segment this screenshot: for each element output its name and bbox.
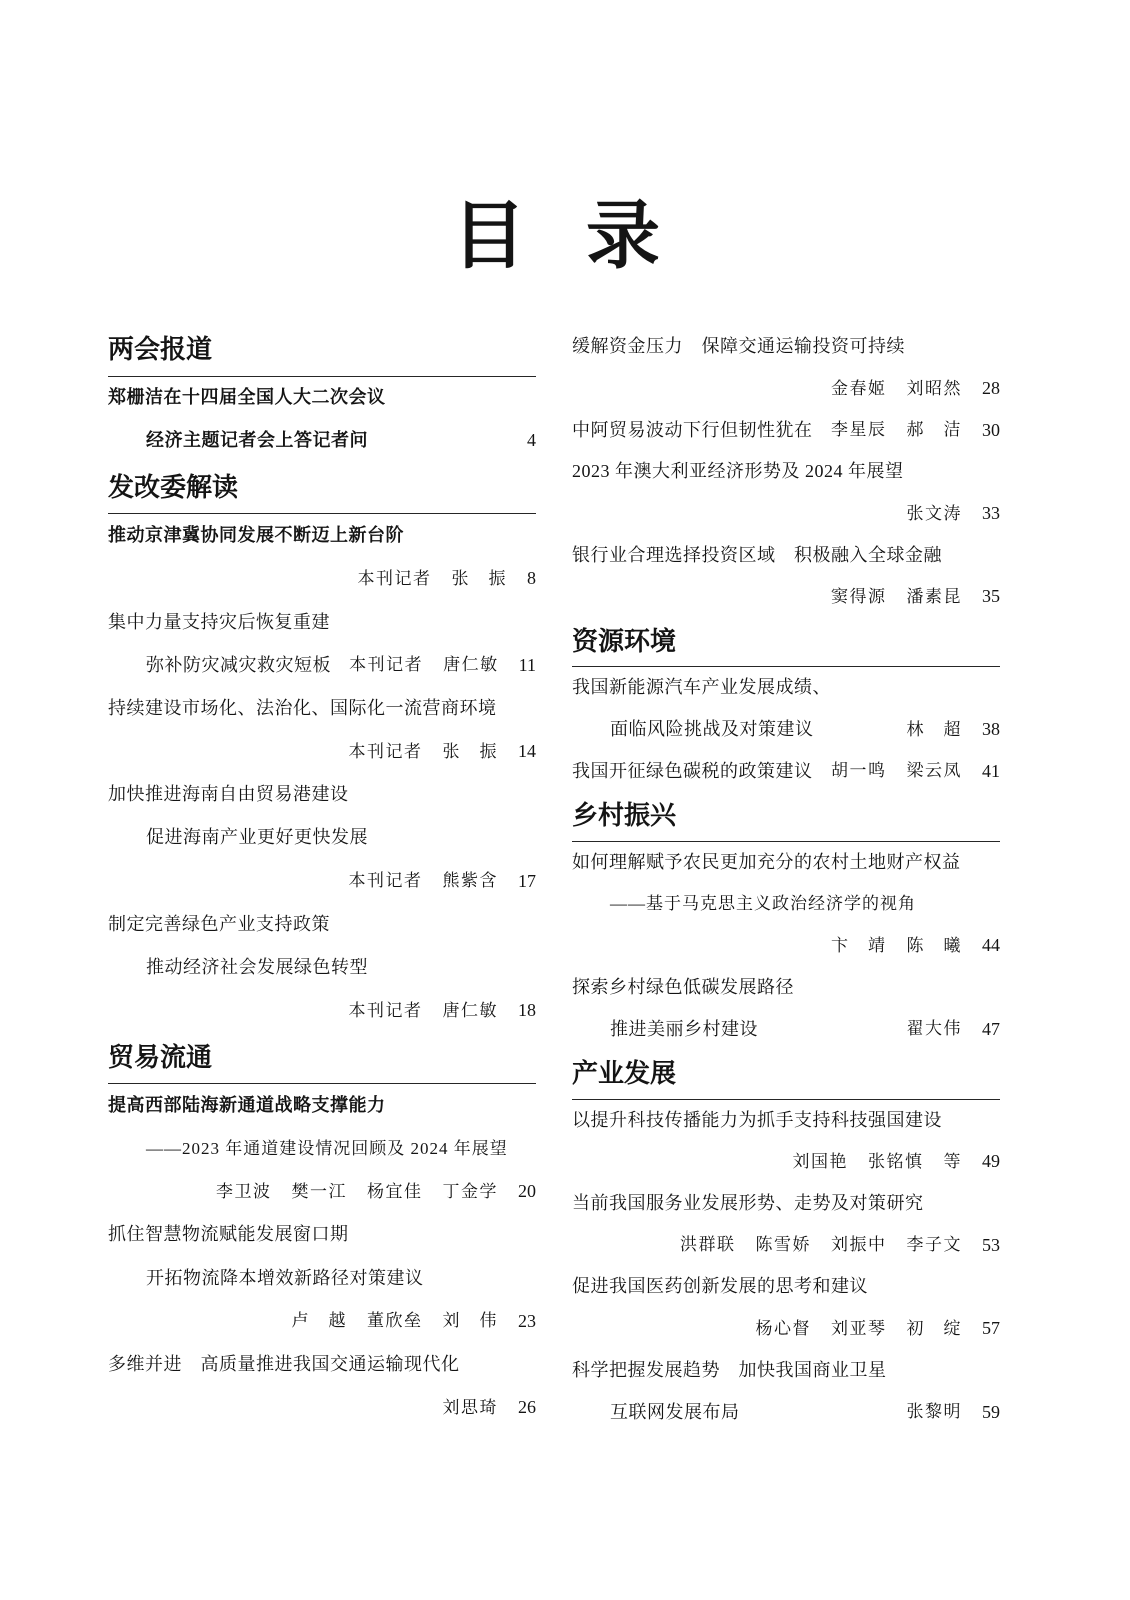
toc-entry-title: 2023 年澳大利亚经济形势及 2024 年展望 bbox=[572, 461, 904, 482]
toc-entry-row bbox=[572, 368, 1000, 410]
toc-entry-title: 我国开征绿色碳税的政策建议 bbox=[572, 760, 813, 781]
page-number: 57 bbox=[982, 1318, 1000, 1339]
toc-entry-row bbox=[572, 1391, 1000, 1433]
page-number: 33 bbox=[982, 502, 1000, 523]
toc-entry-authors bbox=[349, 742, 499, 762]
toc-entry-title: 当前我国服务业发展形势、走势及对策研究 bbox=[572, 1193, 924, 1214]
page-number: 11 bbox=[518, 654, 536, 675]
toc-entry-title: 抓住智慧物流赋能发展窗口期 bbox=[108, 1224, 349, 1245]
toc-entry-authors bbox=[907, 1019, 963, 1039]
toc-entry bbox=[108, 1343, 536, 1429]
author-name: 卢 越 bbox=[291, 1311, 347, 1331]
toc-entry-title: 集中力量支持灾后恢复重建 bbox=[108, 611, 330, 632]
page-number: 49 bbox=[982, 1151, 1000, 1172]
toc-entry bbox=[572, 751, 1000, 793]
author-name: 张 振 bbox=[442, 741, 498, 761]
author-name: 刘振中 bbox=[831, 1235, 887, 1255]
author-name: 翟大伟 bbox=[906, 1019, 962, 1039]
toc-entry-title: 加快推进海南自由贸易港建设 bbox=[108, 784, 349, 805]
toc-entry-title: 银行业合理选择投资区域 积极融入全球金融 bbox=[572, 544, 942, 565]
toc-entry-row bbox=[572, 967, 1000, 1009]
author-name: 林 超 bbox=[906, 719, 962, 739]
toc-entry-authors bbox=[831, 936, 962, 956]
toc-entry-title: 开拓物流降本增效新路径对策建议 bbox=[146, 1267, 424, 1288]
section-heading: 乡村振兴 bbox=[572, 792, 1000, 841]
toc-entry bbox=[572, 842, 1000, 967]
author-name: 本刊记者 bbox=[348, 741, 423, 761]
author-name: 张黎明 bbox=[906, 1402, 962, 1422]
toc-entry-row bbox=[572, 1308, 1000, 1350]
author-name: 本刊记者 bbox=[357, 568, 432, 588]
toc-entry-authors bbox=[907, 504, 963, 524]
toc-entry-subtitle: ——2023 年通道建设情况回顾及 2024 年展望 bbox=[146, 1138, 508, 1158]
toc-entry-row bbox=[572, 576, 1000, 618]
section-heading: 贸易流通 bbox=[108, 1033, 536, 1085]
page-number: 28 bbox=[982, 377, 1000, 398]
toc-entry bbox=[108, 1214, 536, 1344]
author-name: 洪群联 bbox=[680, 1235, 736, 1255]
toc-entry bbox=[572, 326, 1000, 409]
toc-entry-authors bbox=[680, 1235, 962, 1255]
section-heading: 资源环境 bbox=[572, 618, 1000, 667]
toc-entry-title: 缓解资金压力 保障交通运输投资可持续 bbox=[572, 336, 905, 357]
toc-entry-row bbox=[572, 667, 1000, 709]
page-number: 41 bbox=[982, 760, 1000, 781]
toc-entry bbox=[572, 1350, 1000, 1433]
toc-entry bbox=[572, 451, 1000, 534]
author-name: 刘 伟 bbox=[442, 1311, 498, 1331]
page-number: 47 bbox=[982, 1018, 1000, 1039]
page-number: 17 bbox=[518, 870, 536, 891]
toc-entry-row bbox=[572, 751, 1000, 793]
toc-entry bbox=[108, 514, 536, 600]
toc-entry-title: 促进我国医药创新发展的思考和建议 bbox=[572, 1276, 868, 1297]
toc-entry-title: 如何理解赋予农民更加充分的农村土地财产权益 bbox=[572, 851, 961, 872]
author-name: 卞 靖 bbox=[831, 935, 887, 955]
author-name: 等 bbox=[943, 1152, 962, 1171]
toc-entry bbox=[108, 377, 536, 463]
toc-entry-row bbox=[108, 946, 536, 989]
toc-entry-row bbox=[108, 989, 536, 1032]
author-name: 李子文 bbox=[906, 1235, 962, 1255]
author-name: 杨宜佳 bbox=[367, 1181, 423, 1201]
toc-entry-row bbox=[572, 1225, 1000, 1267]
toc-entry-row bbox=[108, 774, 536, 817]
toc-entry-title: 经济主题记者会上答记者问 bbox=[146, 430, 368, 451]
toc-entry-title: 以提升科技传播能力为抓手支持科技强国建设 bbox=[572, 1109, 942, 1130]
toc-entry-row bbox=[572, 326, 1000, 368]
toc-entry-row bbox=[572, 1100, 1000, 1142]
toc-entry-row bbox=[108, 1386, 536, 1429]
toc-entry-authors bbox=[292, 1311, 499, 1331]
author-name: 初 绽 bbox=[906, 1318, 962, 1338]
page-title bbox=[452, 193, 660, 279]
author-name: 刘昭然 bbox=[906, 378, 962, 398]
author-name: 本刊记者 bbox=[349, 655, 424, 675]
page-number: 8 bbox=[527, 568, 536, 589]
toc-entry bbox=[108, 601, 536, 687]
toc-entry bbox=[108, 774, 536, 904]
toc-entry-title: 郑栅洁在十四届全国人大二次会议 bbox=[108, 387, 386, 408]
toc-entry-title: 探索乡村绿色低碳发展路径 bbox=[572, 976, 794, 997]
toc-entry-row bbox=[572, 884, 1000, 926]
toc-entry-authors bbox=[831, 587, 962, 607]
toc-entry-row bbox=[572, 925, 1000, 967]
toc-entry-row bbox=[108, 1343, 536, 1386]
toc-entry-row bbox=[108, 1171, 536, 1214]
toc-entry-row bbox=[572, 709, 1000, 751]
author-name: 陈 曦 bbox=[906, 935, 962, 955]
toc-entry-title: 促进海南产业更好更快发展 bbox=[146, 827, 368, 848]
toc-entry bbox=[572, 667, 1000, 750]
toc-entry-title: 制定完善绿色产业支持政策 bbox=[108, 913, 330, 934]
author-name: 丁金学 bbox=[442, 1181, 498, 1201]
page-number: 53 bbox=[982, 1234, 1000, 1255]
toc-entry-authors bbox=[756, 1319, 963, 1339]
toc-entry-row bbox=[108, 644, 536, 687]
section-heading: 两会报道 bbox=[108, 325, 536, 377]
toc-entry-row bbox=[108, 860, 536, 903]
author-name: 刘国艳 bbox=[792, 1152, 848, 1171]
toc-entry bbox=[572, 535, 1000, 618]
toc-entry-row bbox=[108, 1214, 536, 1257]
toc-entry-authors bbox=[907, 1402, 963, 1422]
author-name: 金春姬 bbox=[831, 378, 887, 398]
author-name: 陈雪娇 bbox=[755, 1235, 811, 1255]
toc-entry bbox=[572, 1266, 1000, 1349]
toc-entry-title: 弥补防灾减灾救灾短板 bbox=[146, 654, 331, 675]
page-number: 26 bbox=[518, 1397, 536, 1418]
author-name: 樊一江 bbox=[291, 1181, 347, 1201]
page-number: 38 bbox=[982, 719, 1000, 740]
page-number: 18 bbox=[518, 1000, 536, 1021]
toc-entry bbox=[572, 1183, 1000, 1266]
title-char: 目 bbox=[452, 193, 526, 279]
toc-left-column bbox=[108, 325, 536, 1430]
toc-entry-title: 中阿贸易波动下行但韧性犹在 bbox=[572, 419, 813, 440]
author-name: 李卫波 bbox=[216, 1181, 272, 1201]
section-heading: 产业发展 bbox=[572, 1050, 1000, 1099]
toc-entry-authors bbox=[831, 420, 962, 440]
toc-entry-title: 多维并进 高质量推进我国交通运输现代化 bbox=[108, 1354, 460, 1375]
toc-entry-row bbox=[108, 1257, 536, 1300]
toc-entry-row bbox=[572, 1266, 1000, 1308]
author-name: 杨心督 bbox=[755, 1318, 811, 1338]
toc-entry-authors bbox=[349, 871, 499, 891]
section-heading: 发改委解读 bbox=[108, 463, 536, 515]
author-name: 梁云凤 bbox=[906, 761, 962, 781]
toc-entry-title: 提高西部陆海新通道战略支撑能力 bbox=[108, 1094, 386, 1115]
title-char: 录 bbox=[586, 193, 660, 279]
author-name: 李星辰 bbox=[831, 420, 887, 440]
toc-entry bbox=[572, 410, 1000, 452]
author-name: 胡一鸣 bbox=[831, 761, 887, 781]
author-name: 郝 洁 bbox=[906, 420, 962, 440]
author-name: 张 振 bbox=[451, 568, 507, 588]
toc-entry-authors bbox=[216, 1182, 498, 1202]
toc-entry-title: 持续建设市场化、法治化、国际化一流营商环境 bbox=[108, 697, 497, 718]
page-number: 23 bbox=[518, 1310, 536, 1331]
author-name: 本刊记者 bbox=[348, 1000, 423, 1020]
toc-entry-subtitle: ——基于马克思主义政治经济学的视角 bbox=[610, 894, 916, 914]
toc-entry-row bbox=[108, 1127, 536, 1170]
author-name: 唐仁敏 bbox=[443, 655, 499, 675]
toc-entry bbox=[108, 687, 536, 773]
toc-entry-row bbox=[572, 451, 1000, 493]
toc-entry-title: 推动经济社会发展绿色转型 bbox=[146, 957, 368, 978]
page-number: 14 bbox=[518, 741, 536, 762]
toc-entry bbox=[572, 1100, 1000, 1183]
toc-entry-row bbox=[572, 493, 1000, 535]
toc-entry-title: 科学把握发展趋势 加快我国商业卫星 bbox=[572, 1359, 887, 1380]
page-number: 20 bbox=[518, 1181, 536, 1202]
author-name: 本刊记者 bbox=[348, 871, 423, 891]
toc-entry-authors bbox=[349, 1001, 499, 1021]
toc-entry-row bbox=[108, 687, 536, 730]
toc-entry-row bbox=[572, 1183, 1000, 1225]
toc-entry-row bbox=[572, 535, 1000, 577]
toc-entry-row bbox=[108, 1084, 536, 1127]
author-name: 刘思琦 bbox=[442, 1397, 498, 1417]
toc-entry-title: 我国新能源汽车产业发展成绩、 bbox=[572, 677, 831, 698]
toc-entry-row bbox=[572, 410, 1000, 452]
page-number: 30 bbox=[982, 419, 1000, 440]
toc-right-column bbox=[572, 326, 1000, 1433]
toc-entry bbox=[108, 1084, 536, 1214]
toc-entry-row bbox=[572, 842, 1000, 884]
toc-entry-row bbox=[108, 558, 536, 601]
toc-entry-title: 面临风险挑战及对策建议 bbox=[610, 719, 814, 740]
toc-entry-title: 互联网发展布局 bbox=[610, 1401, 740, 1422]
toc-entry-row bbox=[108, 730, 536, 773]
toc-entry-row bbox=[108, 817, 536, 860]
toc-entry-authors bbox=[831, 761, 962, 781]
author-name: 窦得源 bbox=[831, 586, 887, 606]
toc-entry-row bbox=[108, 420, 536, 463]
toc-entry-row bbox=[108, 601, 536, 644]
toc-entry-authors bbox=[349, 655, 499, 675]
toc-entry-authors bbox=[831, 379, 962, 399]
toc-entry-authors bbox=[907, 720, 963, 740]
toc-entry-row bbox=[572, 1141, 1000, 1183]
toc-entry-authors bbox=[358, 569, 508, 589]
toc-entry-title: 推进美丽乡村建设 bbox=[610, 1018, 758, 1039]
author-name: 张铭慎 bbox=[868, 1152, 924, 1171]
page-number: 59 bbox=[982, 1401, 1000, 1422]
toc-entry bbox=[572, 967, 1000, 1050]
author-name: 潘素昆 bbox=[906, 586, 962, 606]
page-number: 4 bbox=[527, 430, 536, 451]
toc-entry-row bbox=[108, 1300, 536, 1343]
author-name: 熊紫含 bbox=[442, 871, 498, 891]
author-name: 唐仁敏 bbox=[442, 1000, 498, 1020]
author-name: 刘亚琴 bbox=[831, 1318, 887, 1338]
page-number: 44 bbox=[982, 935, 1000, 956]
page-number: 35 bbox=[982, 586, 1000, 607]
toc-entry-authors bbox=[793, 1152, 963, 1172]
author-name: 张文涛 bbox=[906, 503, 962, 523]
toc-entry-row bbox=[108, 514, 536, 557]
toc-entry-row bbox=[572, 1350, 1000, 1392]
toc-entry-row bbox=[572, 1009, 1000, 1051]
toc-entry-authors bbox=[443, 1398, 499, 1418]
author-name: 董欣垒 bbox=[367, 1311, 423, 1331]
toc-entry-row bbox=[108, 377, 536, 420]
toc-entry bbox=[108, 903, 536, 1033]
toc-entry-title: 推动京津冀协同发展不断迈上新台阶 bbox=[108, 525, 404, 546]
toc-entry-row bbox=[108, 903, 536, 946]
